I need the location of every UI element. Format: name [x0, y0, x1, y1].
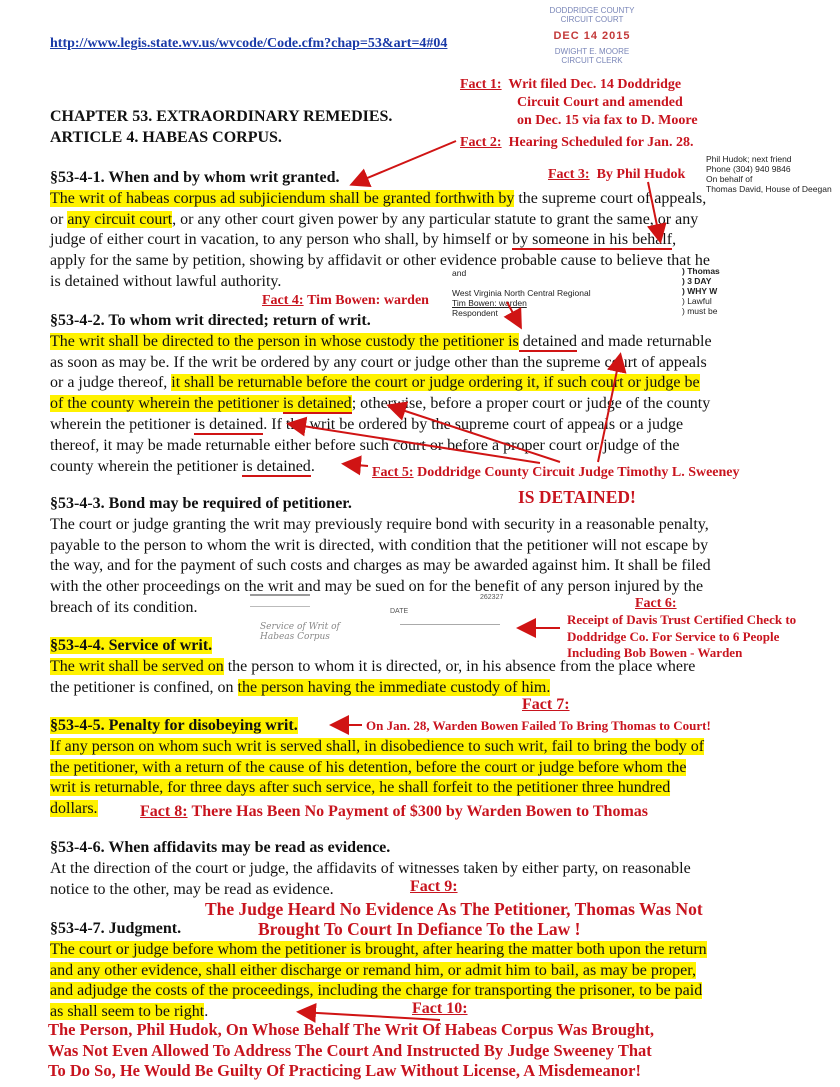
fact-1-line-3: on Dec. 15 via fax to D. Moore: [517, 113, 698, 128]
section-6-heading: §53-4-6. When affidavits may be read as evidence.: [50, 839, 391, 856]
section-3-heading: §53-4-3. Bond may be required of petitioner.: [50, 495, 352, 512]
s1-text-2: the supreme court of appeals,: [514, 189, 707, 207]
court-filing-stamp: [536, 6, 648, 65]
section-1-line-2: [50, 210, 790, 231]
fact-2-text: Hearing Scheduled for Jan. 28.: [508, 135, 694, 150]
fact-1-label: Fact 1:: [460, 77, 502, 92]
section-5-line-1: [50, 737, 790, 758]
section-3-line-3: the way, and for the payment of such costs and charges as may be awarded against him. It shall be filed: [50, 557, 711, 575]
section-7-line-1: [50, 940, 790, 961]
check-signature-line: [400, 624, 500, 625]
section-3-line-1: The court or judge granting the writ may previously require bond with security in a reasonable penalty,: [50, 515, 709, 533]
fact-9-line-1: The Judge Heard No Evidence As The Petitioner, Thomas Was Not: [205, 899, 703, 919]
clip-bowen: Tim Bowen: warden: [452, 298, 527, 308]
check-number: 262327: [480, 594, 504, 601]
s1-text-6: judge of either court in vacation, to any person who shall, by himself or: [50, 231, 513, 249]
s2-hl-1: The writ shall be directed to the person in whose custody the petitioner is: [50, 332, 519, 350]
section-2-heading: §53-4-2. To whom writ directed; return of writ.: [50, 312, 371, 329]
hudok-clip-line-4: Thomas David, House of Deegan: [706, 184, 832, 194]
stamp-line-3: DWIGHT E. MOORE: [554, 47, 630, 56]
fact-1: [460, 76, 681, 94]
section-1-line-3: [50, 230, 790, 251]
stamp-line-1: DODDRIDGE COUNTY: [549, 6, 635, 15]
section-1-line-4: apply for the same by petition, showing by affidavit or other evidence probable cause to believe that he: [50, 252, 710, 270]
s2-hl-2: it shall be returnable before the court or judge ordering it, if such court or judge be: [171, 374, 700, 392]
s2-text-10: wherein the petitioner: [50, 415, 195, 433]
section-2-line-3: [50, 373, 790, 394]
s2-underline-detained-1: detained: [518, 332, 577, 350]
section-53-4-4: [50, 636, 790, 698]
fact-4-text: Tim Bowen: warden: [307, 293, 429, 308]
section-6-line-2: notice to the other, may be read as evidence.: [50, 880, 334, 898]
s2-hl-3: of the county wherein the petitioner: [50, 395, 283, 413]
s1-underline-behalf: by someone in his behalf: [512, 231, 673, 249]
fact-9-line-2: Brought To Court In Defiance To the Law !: [258, 919, 581, 939]
hudok-clip-line-2: Phone (304) 940 9846: [706, 164, 791, 174]
fact-8-text: There Has Been No Payment of $300 by Warden Bowen to Thomas: [191, 803, 648, 820]
clip-lawful: ) Lawful: [682, 296, 712, 306]
is-detained-callout: IS DETAINED!: [518, 487, 636, 507]
s4-hl-2: the person having the immediate custody of him.: [237, 678, 551, 696]
section-2-line-2: as soon as may be. If the writ be ordered by any court or judge other than the supreme court of appeals: [50, 353, 707, 371]
chapter-title: CHAPTER 53. EXTRAORDINARY REMEDIES.: [50, 108, 393, 125]
hudok-clip-line-3: On behalf of: [706, 174, 753, 184]
fact-3-label: Fact 3:: [548, 167, 590, 182]
s7-hl-1: The court or judge before whom the petitioner is brought, after hearing the matter both upon the return: [50, 940, 707, 958]
source-url-link[interactable]: http://www.legis.state.wv.us/wvcode/Code.cfm?chap=53&art=4#04: [50, 36, 448, 51]
fact-6-label: Fact 6:: [635, 596, 677, 611]
s2-underline-detained-3: is detained: [194, 415, 264, 433]
s2-text-9: ; otherwise, before a proper court or judge of the county: [351, 395, 711, 413]
fact-8-label: Fact 8:: [140, 803, 188, 820]
s2-underline-detained-2: is detained: [282, 395, 352, 413]
fact-5-text: Doddridge County Circuit Judge Timothy L. Sweeney: [417, 465, 740, 480]
s7-text-5: .: [204, 1003, 209, 1021]
s5-hl-4: dollars.: [50, 800, 98, 818]
fact-10-line-2: Was Not Even Allowed To Address The Court And Instructed By Judge Sweeney That: [48, 1040, 652, 1060]
check-date-label: DATE: [390, 608, 409, 615]
fact-6-line-1: Receipt of Davis Trust Certified Check to: [567, 612, 797, 627]
s7-hl-2: and any other evidence, shall either discharge or remand him, or admit him to bail, as may be proper,: [50, 961, 696, 979]
stamp-date: DEC 14 2015: [553, 30, 631, 42]
fact-8: [140, 803, 648, 821]
hudok-clip-line-1: Phil Hudok; next friend: [706, 154, 792, 164]
s5-hl-3: writ is returnable, for three days after such service, he shall forfeit to the petitioner three hundred: [50, 779, 671, 797]
section-1-line-1: [50, 189, 790, 210]
section-4-line-1: [50, 657, 790, 678]
s5-hl-1: If any person on whom such writ is served shall, in disobedience to such writ, fail to bring the body of: [50, 737, 705, 755]
respondent-clip-right: [682, 266, 720, 316]
fact-5: [372, 464, 740, 482]
s2-text-3: and made returnable: [576, 332, 712, 350]
s2-text-5: or a judge thereof,: [50, 374, 172, 392]
check-memo-handwriting: Service of Writ of Habeas Corpus: [260, 622, 340, 642]
fact-4-label: Fact 4:: [262, 293, 304, 308]
s2-text-16: .: [310, 457, 315, 475]
fact-10-label: Fact 10:: [412, 1000, 468, 1017]
fact-4: [262, 292, 429, 310]
chapter-heading: [50, 106, 392, 148]
section-4-heading: §53-4-4. Service of writ.: [50, 637, 213, 654]
clip-why: ) WHY W: [682, 286, 718, 296]
s2-underline-detained-4: is detained: [241, 457, 311, 475]
s5-hl-2: the petitioner, with a return of the cause of his detention, before the court or judge before whom the: [50, 758, 687, 776]
fact-6-line-2: Doddridge Co. For Service to 6 People: [567, 628, 780, 644]
stamp-line-2: CIRCUIT COURT: [560, 15, 624, 24]
fact-10-line-3: To Do So, He Would Be Guilty Of Practicing Law Without License, A Misdemeanor!: [48, 1061, 641, 1080]
s2-text-12: . If the writ be ordered by the supreme court of appeals or a judge: [263, 415, 684, 433]
s1-hl-1: The writ of habeas corpus ad subjiciendum shall be granted forthwith by: [50, 189, 515, 207]
section-5-heading: §53-4-5. Penalty for disobeying writ.: [50, 717, 298, 734]
fact-10-line-1: The Person, Phil Hudok, On Whose Behalf The Writ Of Habeas Corpus Was Brought,: [48, 1020, 655, 1039]
section-3-line-2: payable to the person to whom the writ is directed, with condition that the petitioner will not escape by: [50, 536, 709, 554]
fact-1-text: Writ filed Dec. 14 Doddridge: [508, 77, 682, 92]
check-logo: [250, 594, 310, 607]
article-title: ARTICLE 4. HABEAS CORPUS.: [50, 129, 282, 146]
section-5-line-2: [50, 758, 790, 779]
fact-5-label: Fact 5:: [372, 465, 414, 480]
s1-text-5: , or any other court given power by any particular statute to grant the same, or any: [172, 210, 699, 228]
fact-2: [460, 134, 693, 152]
section-4-line-2: [50, 678, 790, 699]
fact-7-label: Fact 7:: [522, 696, 570, 713]
fact-3-text: By Phil Hudok: [596, 167, 686, 182]
section-3-line-4: with the other proceedings on the writ and may be sued on for the benefit of any person injured by the: [50, 578, 704, 596]
section-7-line-2: [50, 961, 790, 982]
fact-6-line-3: Including Bob Bowen - Warden: [567, 645, 743, 660]
s1-text-8: ,: [672, 231, 677, 249]
s1-hl-2: any circuit court: [67, 210, 173, 228]
clip-must: ) must be: [682, 306, 718, 316]
section-3-line-5: breach of its condition.: [50, 598, 198, 616]
section-7-heading: §53-4-7. Judgment.: [50, 920, 182, 937]
fact-9-label: Fact 9:: [410, 878, 458, 895]
s1-text-3: or: [50, 210, 68, 228]
fact-7-text: On Jan. 28, Warden Bowen Failed To Bring Thomas to Court!: [366, 718, 711, 733]
s4-text-3: the petitioner is confined, on: [50, 678, 238, 696]
fact-1-line-2: Circuit Court and amended: [517, 95, 683, 110]
section-6-line-1: At the direction of the court or judge, the affidavits of witnesses taken by either party, on reasonable: [50, 859, 691, 877]
clip-thomas: ) Thomas: [682, 266, 720, 276]
section-4-heading-row: [50, 636, 790, 657]
fact-10-text: [48, 1020, 654, 1082]
section-1-line-5: is detained without lawful authority.: [50, 272, 282, 290]
s4-text-2: the person to whom it is directed, or, in his absence from the place where: [223, 657, 696, 675]
clip-3day: ) 3 DAY: [682, 276, 712, 286]
section-2-line-6: thereof, it may be made returnable either before such court or before a proper court or judge of the: [50, 436, 680, 454]
s4-hl-1: The writ shall be served on: [50, 657, 224, 675]
section-2-line-1: [50, 332, 790, 353]
section-1-heading: §53-4-1. When and by whom writ granted.: [50, 169, 340, 186]
section-2-line-5: [50, 415, 790, 436]
s7-hl-3: and adjudge the costs of the proceedings, including the charge for transporting the prisoner, to be paid: [50, 982, 703, 1000]
s2-text-14: county wherein the petitioner: [50, 457, 242, 475]
section-5-line-3: [50, 778, 790, 799]
stamp-line-4: CIRCUIT CLERK: [561, 56, 623, 65]
clip-wvncr: West Virginia North Central Regional: [452, 288, 591, 298]
section-2-line-4: [50, 394, 790, 415]
s7-hl-4: as shall seem to be right: [50, 1003, 205, 1021]
section-5-heading-row: [50, 716, 790, 737]
fact-2-label: Fact 2:: [460, 135, 502, 150]
clip-and: and: [452, 268, 467, 278]
clip-respondent: Respondent: [452, 308, 498, 318]
section-53-4-2: [50, 311, 790, 477]
